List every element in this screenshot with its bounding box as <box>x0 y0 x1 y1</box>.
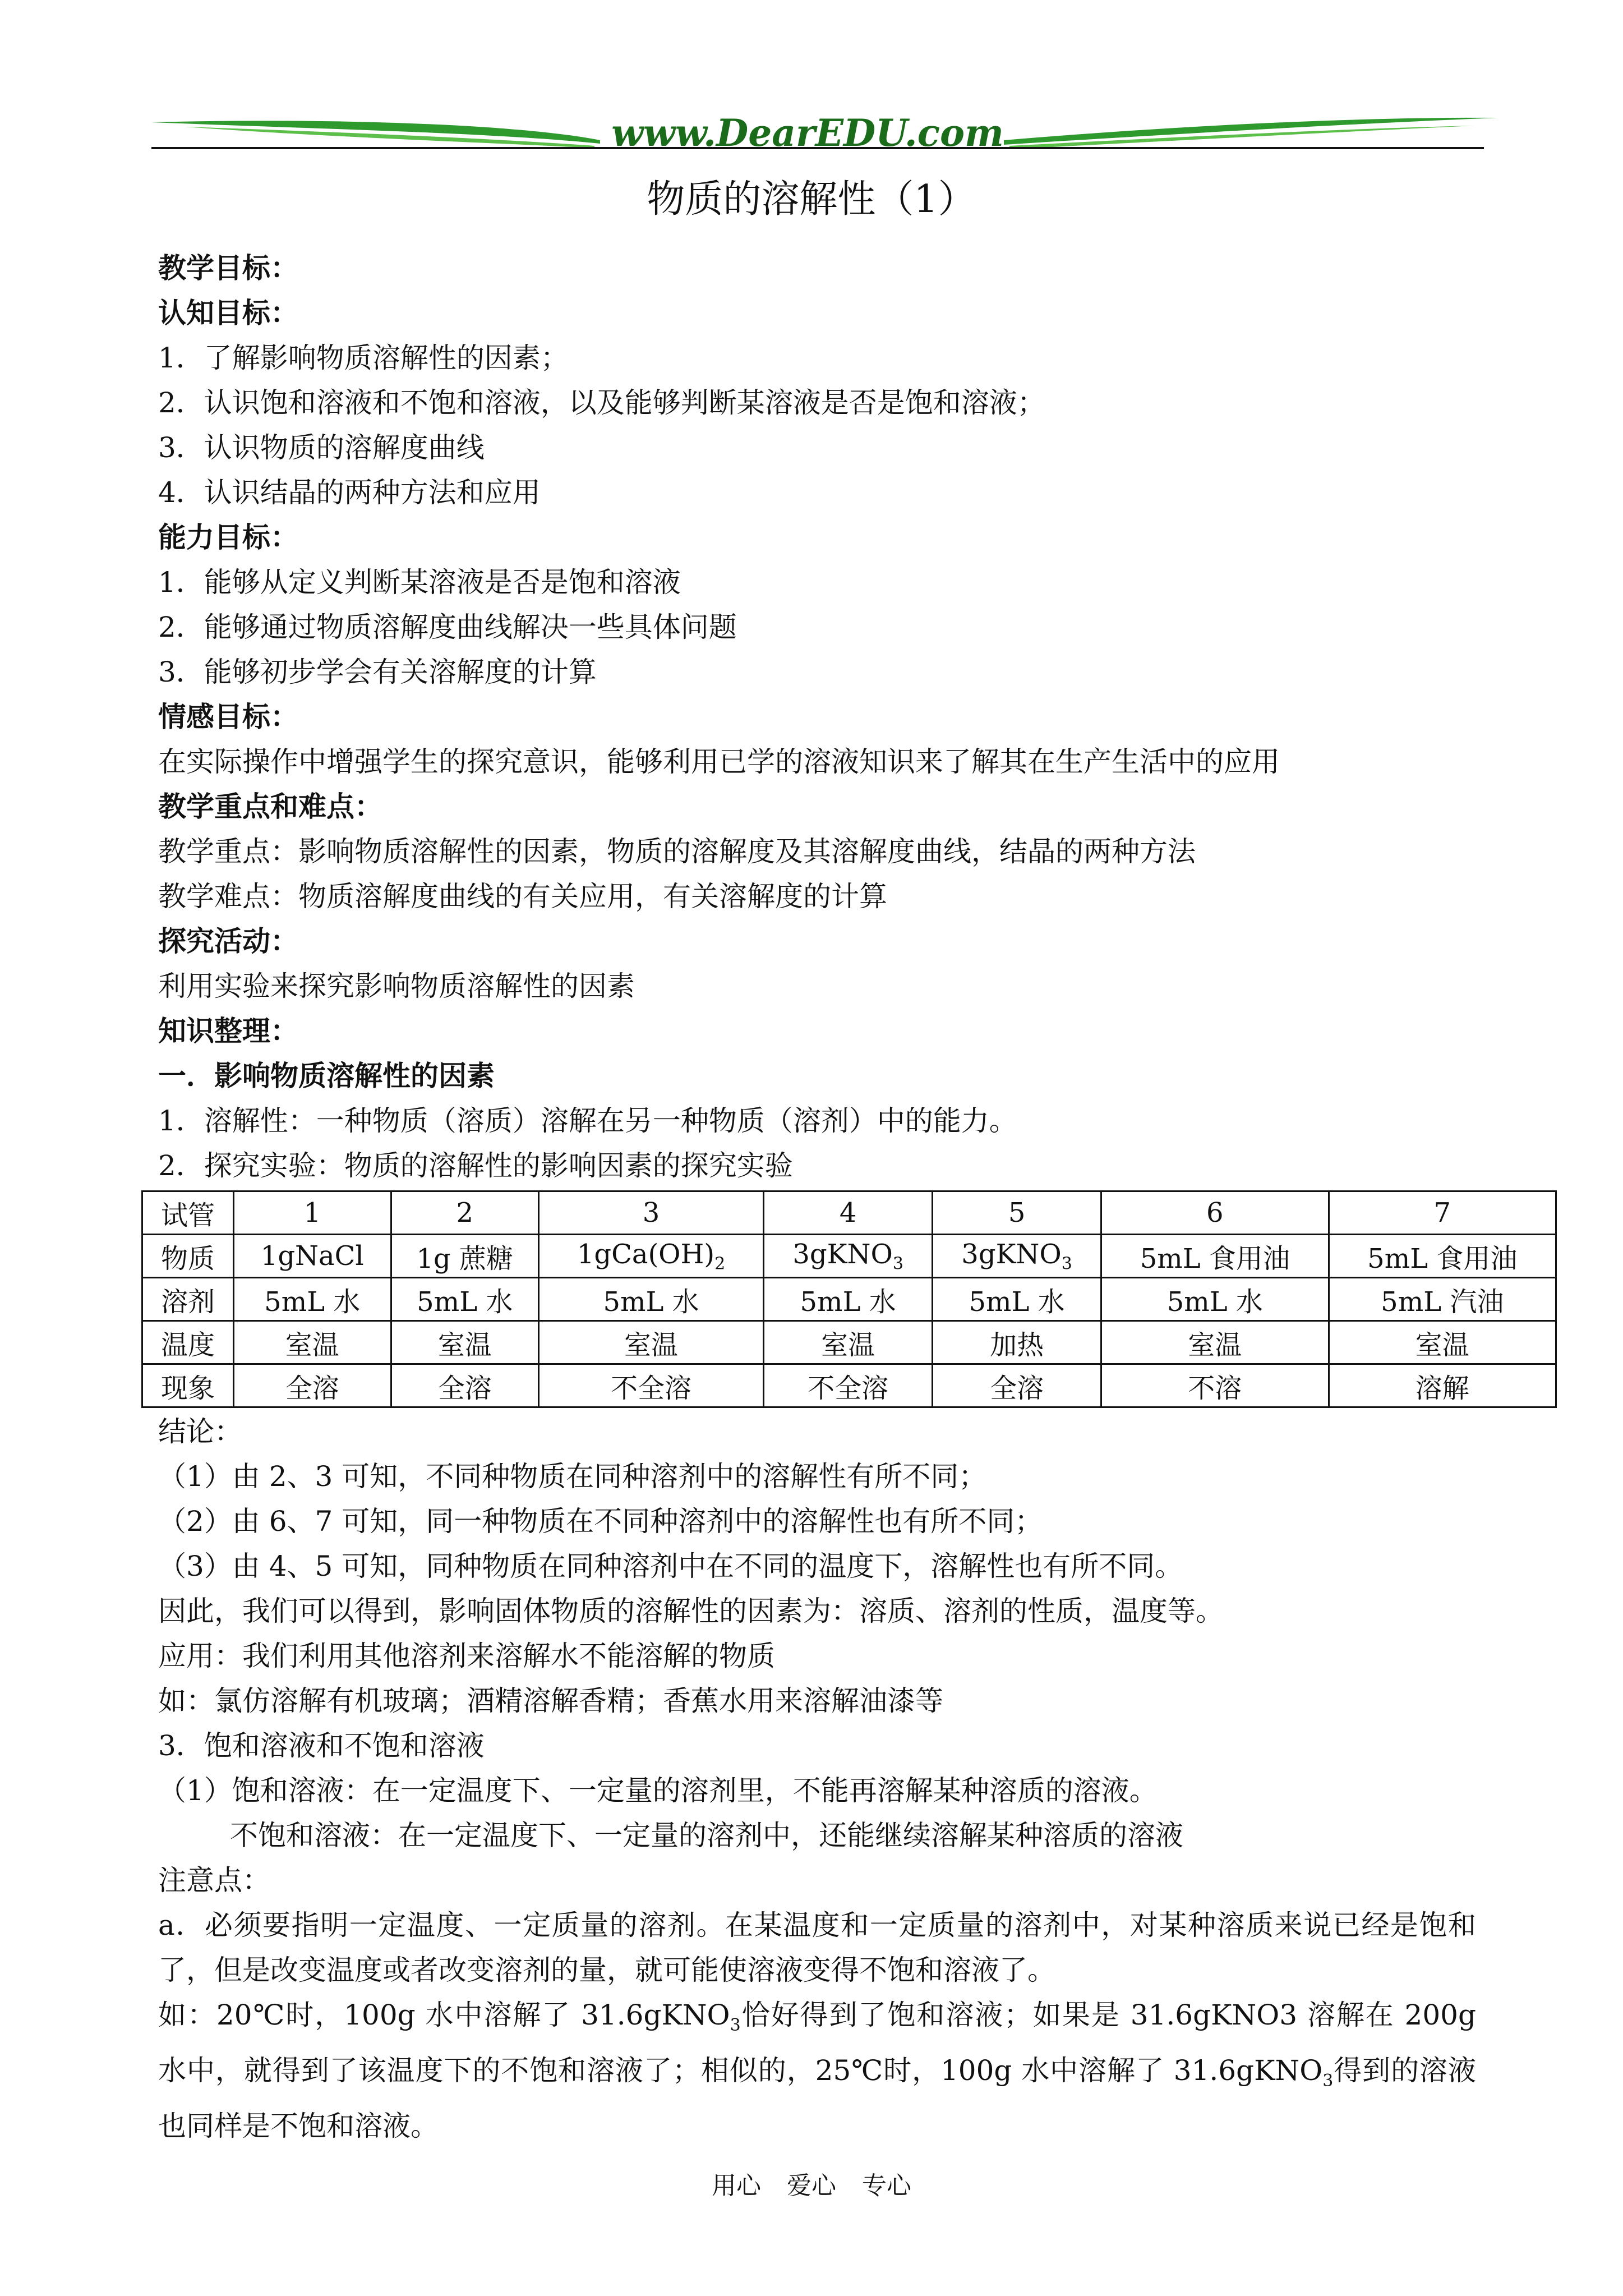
table-cell: 5mL 汽油 <box>1329 1278 1556 1321</box>
table-cell: 1gNaCl <box>234 1235 391 1278</box>
table-cell: 室温 <box>391 1321 538 1364</box>
table-cell: 加热 <box>933 1321 1101 1364</box>
page-footer <box>0 2165 1623 2201</box>
list-item: 4．认识结晶的两种方法和应用 <box>158 476 541 509</box>
footer-word: 用心 <box>712 2171 761 2200</box>
table-cell: 试管 <box>142 1191 234 1235</box>
list-item: 2．能够通过物质溶解度曲线解决一些具体问题 <box>158 611 737 643</box>
example-part: 得到的溶液也同样是不饱和溶液。 <box>158 2054 1477 2142</box>
table-cell: 温度 <box>142 1321 234 1364</box>
document-body <box>158 246 1518 2148</box>
note-a: a．必须要指明一定温度、一定质量的溶剂。在某温度和一定质量的溶剂中，对某种溶质来说已经是饱和了，但是改变温度或者改变溶剂的量，就可能使溶液变得不饱和溶液了。 <box>158 1909 1476 1986</box>
logo-text: www.DearEDU.com <box>611 111 1004 155</box>
example-part: 如：20℃时，100g 水中溶解了 31.6gKNO <box>158 1999 730 2031</box>
unsaturated-definition: 不饱和溶液：在一定温度下、一定量的溶剂中，还能继续溶解某种溶质的溶液 <box>230 1819 1183 1852</box>
note-example <box>158 1993 1476 2148</box>
cell-subscript: 3 <box>892 1254 903 1274</box>
list-item: 2．认识饱和溶液和不饱和溶液，以及能够判断某溶液是否是饱和溶液； <box>158 386 1045 419</box>
saturated-definition: （1）饱和溶液：在一定温度下、一定量的溶剂里，不能再溶解某种溶质的溶液。 <box>158 1774 1158 1807</box>
cell-text: 3gKNO <box>961 1238 1062 1270</box>
difficulty-text: 教学难点：物质溶解度曲线的有关应用，有关溶解度的计算 <box>158 880 887 913</box>
table-cell <box>764 1235 933 1278</box>
experiment-caption: 2．探究实验：物质的溶解性的影响因素的探究实验 <box>158 1149 793 1182</box>
table-cell: 1 <box>234 1191 391 1235</box>
table-cell: 不全溶 <box>538 1364 763 1407</box>
example-text: 如：氯仿溶解有机玻璃；酒精溶解香精；香蕉水用来溶解油漆等 <box>158 1685 943 1717</box>
table-cell: 4 <box>764 1191 933 1235</box>
keypoints-heading: 教学重点和难点： <box>158 790 382 823</box>
table-cell: 5mL 水 <box>1101 1278 1329 1321</box>
list-item: 1．能够从定义判断某溶液是否是饱和溶液 <box>158 566 681 599</box>
table-cell: 物质 <box>142 1235 234 1278</box>
table-cell: 6 <box>1101 1191 1329 1235</box>
table-header-row <box>142 1191 1556 1235</box>
table-cell: 5mL 水 <box>234 1278 391 1321</box>
table-cell: 全溶 <box>933 1364 1101 1407</box>
table-cell: 5mL 水 <box>933 1278 1101 1321</box>
subscript: 3 <box>730 2016 741 2035</box>
section1-heading: 一．影响物质溶解性的因素 <box>158 1060 495 1092</box>
goals-heading: 教学目标： <box>158 252 298 284</box>
table-cell: 不全溶 <box>764 1364 933 1407</box>
knowledge-heading: 知识整理： <box>158 1015 298 1047</box>
footer-word: 爱心 <box>787 2171 836 2200</box>
table-cell: 不溶 <box>1101 1364 1329 1407</box>
solubility-definition: 1．溶解性：一种物质（溶质）溶解在另一种物质（溶剂）中的能力。 <box>158 1105 1017 1137</box>
table-row <box>142 1321 1556 1364</box>
header-rule <box>151 147 1484 149</box>
table-cell: 室温 <box>1329 1321 1556 1364</box>
table-cell: 5mL 水 <box>764 1278 933 1321</box>
table-cell: 溶解 <box>1329 1364 1556 1407</box>
table-cell: 3 <box>538 1191 763 1235</box>
cell-subscript: 3 <box>1061 1254 1072 1274</box>
table-cell: 1g 蔗糖 <box>391 1235 538 1278</box>
table-cell: 室温 <box>234 1321 391 1364</box>
conclusion-heading: 结论： <box>158 1415 242 1448</box>
footer-word: 专心 <box>862 2171 911 2200</box>
page-title: 物质的溶解性（1） <box>647 177 976 222</box>
notes-heading: 注意点： <box>158 1864 270 1897</box>
table-cell: 现象 <box>142 1364 234 1407</box>
table-cell: 室温 <box>538 1321 763 1364</box>
subscript: 3 <box>1322 2071 1334 2091</box>
table-cell: 溶剂 <box>142 1278 234 1321</box>
table-cell: 5mL 食用油 <box>1329 1235 1556 1278</box>
table-cell: 5mL 水 <box>538 1278 763 1321</box>
cell-text: 1gCa(OH) <box>577 1238 715 1270</box>
section3-heading: 3．饱和溶液和不饱和溶液 <box>158 1729 485 1762</box>
experiment-table <box>141 1190 1557 1408</box>
emotion-text: 在实际操作中增强学生的探究意识，能够利用已学的溶液知识来了解其在生产生活中的应用 <box>158 746 1280 778</box>
conclusion-item: （1）由 2、3 可知，不同种物质在同种溶剂中的溶解性有所不同； <box>158 1460 987 1493</box>
ability-heading: 能力目标： <box>158 521 298 554</box>
example-part: 恰好得到了饱和溶液；如果是 31.6gKNO3 溶解在 200g 水中，就得到了该温度下的不饱和溶液了；相似的，25℃时，100g 水中溶解了 31.6gKNO <box>158 1999 1476 2087</box>
activity-text: 利用实验来探究影响物质溶解性的因素 <box>158 970 635 1002</box>
conclusion-summary: 因此，我们可以得到，影响固体物质的溶解性的因素为：溶质、溶剂的性质，温度等。 <box>158 1595 1224 1627</box>
table-cell: 全溶 <box>391 1364 538 1407</box>
table-cell: 室温 <box>1101 1321 1329 1364</box>
application-text: 应用：我们利用其他溶剂来溶解水不能溶解的物质 <box>158 1640 775 1672</box>
cell-subscript: 2 <box>714 1254 726 1274</box>
table-cell: 室温 <box>764 1321 933 1364</box>
cell-text: 3gKNO <box>792 1238 893 1270</box>
conclusion-item: （2）由 6、7 可知，同一种物质在不同种溶剂中的溶解性也有所不同； <box>158 1505 1043 1538</box>
table-cell: 5mL 水 <box>391 1278 538 1321</box>
header-logo <box>151 107 1503 163</box>
table-cell: 5 <box>933 1191 1101 1235</box>
table-row <box>142 1364 1556 1407</box>
table-cell <box>933 1235 1101 1278</box>
table-cell: 7 <box>1329 1191 1556 1235</box>
list-item: 3．能够初步学会有关溶解度的计算 <box>158 656 597 688</box>
list-item: 3．认识物质的溶解度曲线 <box>158 431 485 464</box>
table-cell: 全溶 <box>234 1364 391 1407</box>
list-item: 1．了解影响物质溶解性的因素； <box>158 342 569 374</box>
table-cell: 2 <box>391 1191 538 1235</box>
table-row <box>142 1235 1556 1278</box>
activity-heading: 探究活动： <box>158 925 298 958</box>
cognitive-heading: 认知目标： <box>158 297 298 329</box>
emotion-heading: 情感目标： <box>158 701 298 733</box>
focus-text: 教学重点：影响物质溶解性的因素，物质的溶解度及其溶解度曲线，结晶的两种方法 <box>158 835 1196 868</box>
table-cell: 5mL 食用油 <box>1101 1235 1329 1278</box>
conclusion-item: （3）由 4、5 可知，同种物质在同种溶剂中在不同的温度下，溶解性也有所不同。 <box>158 1550 1183 1582</box>
table-row <box>142 1278 1556 1321</box>
table-cell <box>538 1235 763 1278</box>
